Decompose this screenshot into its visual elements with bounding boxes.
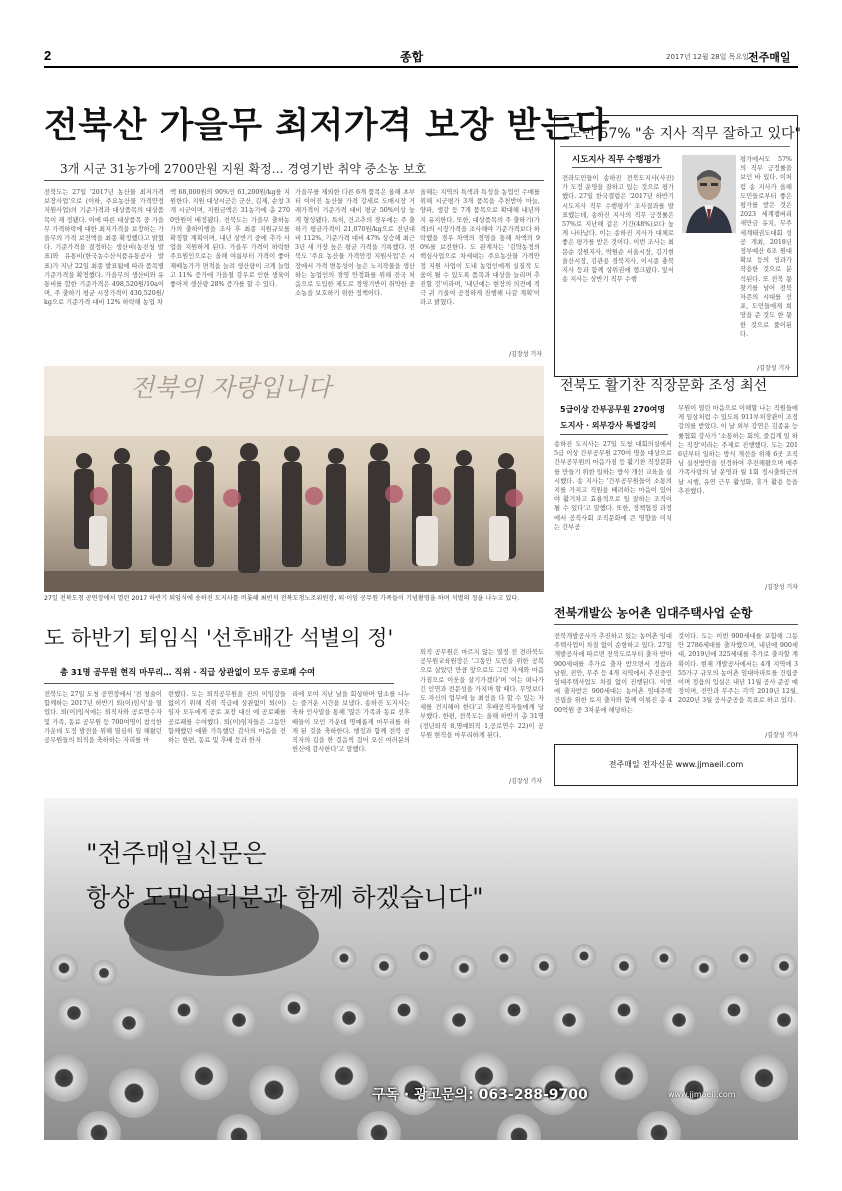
- retire-col-1: 전북도는 27일 도청 공연장에서 '전 청술이 함께하는 2017년 하반기 퇴(이)임식'을 열었다. 퇴(이)임식에는 퇴직자와 공로연수자 및 가족, 동료 공무원 등 700여명이 참석한 가운데 도정 발전을 위해 열심히 일 해왔던 공무원들의 퇴직을 축하하는 자리를 마: [44, 691, 162, 745]
- retire-subhead-rule: [44, 683, 394, 684]
- photo-caption: 27일 전북도청 공연장에서 열린 2017 하반기 퇴임식에 송하진 도지사를 비롯해 최빈석 전북도청노조위원장, 퇴·이임 공무원 가족들이 기념촬영을 하며 석별의 정을 나누고 있다.: [44, 595, 520, 602]
- online-edition-label: 전주매일 전자신문: [608, 760, 674, 769]
- poll-subhead-rule: [572, 167, 662, 168]
- culture-sub-2: 도지사 · 외부강사 특별강의: [560, 421, 657, 430]
- page-number: 2: [44, 48, 52, 63]
- main-headline: 전북산 가을무 최저가격 보장 받는다: [44, 106, 610, 146]
- housing-col-2: 것이다. 도는 이번 900세대를 포함해 그동안 2786세대를 출자했으며, 내년에 900세대, 2019년에 325세대를 추가로 출자할 계획이다. 현재 개발공사에서는 4개 지역에 355가구 규모의 농어촌 임대아파트를 건립중이며 정읍의 입실은 내년 11월 공사 준공 예정이며, 진안과 무주는 각각 2019년 12월, 2020년 3월 공사준공을 목표로 하고 있다.: [678, 633, 798, 705]
- poll-headline: 도민 57% "송 지사 직무 잘하고 있다": [568, 126, 801, 142]
- ad-url[interactable]: www.jjmaeil.com: [668, 1090, 736, 1099]
- main-credit: /김장성 기자: [509, 351, 542, 358]
- poll-headline-rule: [560, 146, 790, 147]
- retire-col-3: 리에 모여 지난 날을 회상하며 담소를 나누는 즐거운 시간을 보냈다. 송하진 도지사는 축하 인사말을 통해 '많은 가족과 동료 선후배들이 모인 가운데 명예롭게 마무리를 하게 된 것을 축하한다. 행정과 함께 전북 공직자의 길을 한 걸음씩 걸어 오신 여러분의 헌신에 감사한다'고 말했다.: [292, 691, 410, 754]
- culture-sub-1: 5급이상 간부공무원 270여명: [560, 405, 666, 414]
- poll-credit: /김장성 기자: [757, 365, 790, 372]
- housing-headline: 전북개발公 농어촌 임대주택사업 순항: [554, 606, 753, 620]
- photo-banner-text: 전북의 자랑입니다: [130, 373, 332, 402]
- main-col-3: 가을무를 제외한 다른 6개 품목은 올해 초부터 이어진 농산물 가격 강세로 도매시장 거래가격이 기준가격 대비 평균 50%이상 높게 형성됐다. 특히, 건고추의 경우에는 주 출하기 평균가격이 21,070원/kg으로 전년대비 112%, 기준가격 대비 47% 상승해 최근 3년 새 가장 높은 평균 가격을 기록했다. 전북도 '주요 농산물 가격안정 지원사업'은 시장에서 가격 변동성이 높은 노지작물을 생산하는 농업인의 경영 안정화를 위해 전국 처음으로 도입한 제도로 경영기반이 취약한 중소농을 보호하기 위한 정책이다.: [295, 189, 415, 298]
- culture-col-1: 송하진 도지사는 27일 도청 대회의실에서 5급 이상 간부공무원 270여 명을 대상으로 간부공무원의 마음가짐 등 활기찬 직장문화를 만들기 위한 일하는 방식 개선 교육을 실시했다. 송 지사는 '간부공무원들이 소통의 지를 가지고 직원을 배려하는 마음이 있어야 활기차고 효율적으로 일 잘하는 조직이 될 수 있다'고 말했다. 또한, 정책협정 과정에서 공직사회 조직문화에 큰 영향을 미치는 간부공: [554, 441, 672, 531]
- main-col-1: 전북도는 27일 '2017년 농산물 최저가격 보장사업'으로 (이하, 주요농산물 가격안정 지원사업)의 기준가격과 대상품목의 대상품목이 재 정됐다. 이에 따른 대상품목 중 가을무 가격하락에 대한 최저가격을 보장하는 가을무의 가격 보전액을 최종 확정했다고 밝혔다. 기준가격을 결정하는 생산비(농진청 발표)와 유통비(한국농수산식품유통공사 발표)가 지난 22일 최종 발표됨에 따라 품목별 기준가격을 확정했다. 가을무의 생산비와 유통비를 합한 기준가격은 498,520원/10a이며, 주 출하기 평균 시장가격이 430,520원/kg으로 기준가격 대비 12% 하락해 농업 차: [44, 189, 164, 307]
- header-rule: [44, 66, 798, 68]
- section-name: 종합: [400, 50, 424, 64]
- housing-col-1: 전북개발공사가 추진하고 있는 농어촌 임대주택사업이 차질 없이 순항하고 있다. 27일 개발공사에 따르면 전북도로부터 출자 받아 900세대를 추가로 출자 받으면서 정읍과 남원, 진안, 무주 등 4개 지역에서 추진중인 임대주택사업도 차질 없이 진행된다. 이번에 출자받은 900세대는 농어촌 임대주택 건립을 위한 토지 출자와 함께 이뤄진 총 400억원 중 3차분에 해당하는: [554, 633, 672, 714]
- poll-body-left: 전라도민들이 송하진 전북도지사(사진)가 도정 운영을 잘하고 있는 것으로 평가했다. 27일 한국갤럽은 '2017년 하반기 시도지사 직무 수행평가' 조사결과를 발표했는데, 송하진 지사의 직무 긍정률은 57%로 지난해 같은 기간(48%)보다 높게 나타났다. 이는 송하진 지사가 대체로 좋은 평가를 받은 것이다. 이번 조사는 최문순 강원지사, 박원순 서울시장, 김기현 울산시장, 김관용 경북지사, 이시종 충북지사 등과 함께 상위권에 랭크됐다. 앞서 송 지사는 상반기 직무 수행: [562, 175, 674, 284]
- main-subhead: 3개 시군 31농가에 2700만원 지원 확정… 경영기반 취약 중소농 보호: [60, 162, 427, 176]
- main-col-2: 액 68,000원의 90%인 61,200원/kg를 지원한다. 지원 대상시군은 군산, 김제, 순창 3개 시군이며, 지원금액은 31농가에 총 2700만원이 배정됐다. 전북도는 가을무 출하농가의 출하이행을 조사 후 최종 지원규모를 확정할 계획이며, 내년 상반기 중에 추가 사업을 지원하게 된다. 가을무 가격이 하락한 주요원인으로는 올해 여름부터 가격이 좋아 재배농가가 면적을 늘려 생산량이 크게 늘었고 11% 증가에 가을철 강우로 인한 생육이 좋아져 생산량 28% 증가를 할 수 있다.: [170, 189, 290, 289]
- main-col-4: 올해는 지역의 특색과 특성을 농업인 수매를 위해 시군평가 3개 품목을 추천받아 마늘, 양파, 생강 등 7개 품목으로 확대해 내년까지 유지한다. 또한, 대상품목의 주 출하기(가격)의 시장가격을 조사해야 기준가격보다 하락했을 경우 차액의 경영을 통해 차액의 90%를 보전한다. 도 관계자는 '김약농정의 핵심사업으로 차세대는 주요농산물 가격안정 지원 사업이 도내 농업인에게 실질적 도움이 될 수 있도록 품목과 대상을 늘리며 추진할 것'이라며, '내년에는 현장의 의견에 적극 귀 기울여 공정하게 진행해 나갈 계획'이라고 밝혔다.: [420, 189, 540, 307]
- housing-headline-rule: [554, 624, 798, 625]
- retire-credit: /김장성 기자: [509, 778, 542, 785]
- main-subhead-rule: [44, 180, 544, 181]
- ad-slogan-line-2: 항상 도민여러분과 함께 하겠습니다": [86, 883, 484, 912]
- culture-headline: 전북도 활기찬 직장문화 조성 최선: [560, 378, 768, 394]
- issue-date: 2017년 12월 28일 목요일: [666, 53, 749, 61]
- paper-name: 전주매일: [748, 51, 791, 64]
- culture-col-2: 무원이 열린 마음으로 이해할 나는 직원들에게 일상처럼 수 있도록 911부처장관이 조정 강의를 받았다. 이 날 외부 강연은 김종윤 능률협회 강사가 '소통하는 회의, 즐겁게 일 하는 직장'이라는 주제로 진행했다. 도는 2016년부터 일하는 방식 개선을 위해 6곳 조직님 실천방안을 선정하여 추진해왔으며 매주 가족사랑의 날 운영과 월 1회 정시출퇴근의 날 시행, 유연 근무 활성화, 휴가 활용 등을 추진했다.: [678, 405, 798, 495]
- retire-col-2: 련했다. 도는 퇴직공무원을 진의 이임강들 없이기 위해 직위 직급에 상관없이 퇴(이)임자 모두에게 공로 포장 대신 에 공로패를 공로패를 수여했다. 퇴(이)임자들은 그동안 함께했던 애환 가득했던 감사의 마음을 전하는 한편, 동료 및 후배 등과 한자: [168, 691, 286, 745]
- ad-slogan-line-1: "전주매일신문은: [86, 839, 267, 868]
- culture-credit: /김장성 기자: [765, 584, 798, 591]
- culture-sub-rule: [560, 434, 668, 435]
- retire-col-4: 퇴직 공무원은 마르지 않는 열정 전 전라북도 공무원교육원장은 '그동안 도민을 위한 공복으로 살았던 만큼 앞으로도 그런 자세와 마음가짐으로 이웃을 살기가겠다'며 '이는 떠나가 긴 인연과 전문성을 가지며 할 때다. 무엇보다도 자신의 업무에 늘 최선을 다 할 수 있는 자세를 견지해야 한다'고 후배공직자들에게 당부했다. 한편, 전북도는 올해 하반기 총 31명(정년퇴직 8,명예퇴직 1,공로연수 22)이 공무원 현직을 마무리하게 된다.: [420, 649, 544, 739]
- retire-headline: 도 하반기 퇴임식 '선후배간 석별의 정': [44, 626, 394, 650]
- online-edition-url[interactable]: www.jjmaeil.com: [675, 760, 744, 769]
- ad-contact: 구독 · 광고문의: 063-288-9700: [372, 1087, 588, 1103]
- governor-portrait: [682, 155, 736, 233]
- housing-credit: /김장성 기자: [765, 732, 798, 739]
- poll-body-right: 평가에서도 57%의 직무 긍정률을 보인 바 있다. 이처럼 송 지사가 올해 도민들로부터 좋은 평가를 받은 것은 2023 세계잼버리 새만금 유치, 무주세계태권도대회 성공 개최, 2018년 정부예산 6조 원대 확보 등의 성과가 작용한 것으로 분석된다. 또 전북 몫 찾기를 넘어 전북 자존의 시대를 선포, 도민들에게 희망을 준 것도 한 몫 한 것으로 풀이된다.: [740, 156, 792, 338]
- poll-subhead: 시도지사 직무 수행평가: [572, 155, 661, 165]
- online-edition-box: [554, 744, 798, 786]
- retire-subhead: 총 31명 공무원 현직 마무리… 직위 · 직급 상관없이 모두 공로패 수여: [60, 667, 316, 677]
